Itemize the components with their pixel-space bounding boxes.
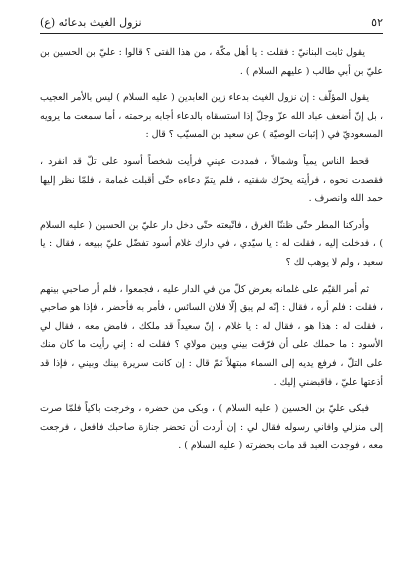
paragraph-1: يقول ثابت البنانيّ : فقلت : يا أهل مكّة ، من هذا الفتى ؟ قالوا : عليّ بن الحسين بن عليّ بن أبي طالب ( عليهم السلام ) .: [40, 47, 383, 77]
paragraph-4: وأدركنا المطر حتّى ظننّا الغرق ، فاتّبعته حتّى دخل دار عليّ بن الحسين ( عليه السلام ) ، فدخلت إليه ، فقلت له : يا سيّدي ، في دارك غلام أسود تفضّل عليّ ببيعه ، فقال : يا سعيد ، ولم لا يوهب لك ؟: [40, 219, 383, 268]
paragraph-3: قحط الناس يمياً وشمالاً ، فمددت عيني فرأيت شخصاً أسود على تلّ قد انفرد ، فقصدت نحوه ، فرأيته يحرّك شفتيه ، فلم يتمّ دعاءه حتّى أقبلت غمامة ، فلمّا نظر إليها حمد الله وانصرف .: [40, 155, 383, 205]
header-rule: [40, 33, 383, 34]
paragraph-2: يقول المؤلّف : إن نزول الغيث بدعاء زين العابدين ( عليه السلام ) ليس بالأمر العجيب ، بل إنّ أضعف عباد الله عزّ وجلّ إذا استسقاه بالدعاء أجابه برحمته ، أما سمعت ما يرويه المسعوديّ في ( إثبات الوصيّة ) عن سعيد بن المسيّب ؟ قال :: [40, 92, 383, 141]
page-header: [40, 12, 383, 32]
page-number: ٥٢: [371, 15, 383, 29]
page-body: [40, 44, 383, 464]
paragraph-5: ثم أمر القيّم على غلمانه بعرض كلّ من في الدار عليه ، فجمعوا ، فلم أر صاحبي بينهم ، فقلت : فلم أره ، فقال : إنّه لم يبق إلّا فلان السائس ، فأمر به فأحضر ، فإذا هو صاحبي ، فقلت له : هذا هو ، فقال له : يا غلام ، إنّ سعيداً قد ملكك ، فامض معه ، فقال لي الأسود : ما حملك على أن فرّقت بيني وبين مولاي ؟ فقلت له : إني رأيت ما كان منك على التلّ ، فرفع يديه إلى السماء مبتهلاً ثمّ قال : إن كانت سريرة بينك وبيني ، فإذا قد أذعتها عليّ ، فاقبضني إليك .: [40, 283, 383, 388]
paragraph-6: فبكى عليّ بن الحسين ( عليه السلام ) ، وبكى من حضره ، وخرجت باكياً فلمّا صرت إلى منزلي وافاني رسوله فقال لي : إن أردت أن تحضر جنازة صاحبك فافعل ، فرجعت معه ، فوجدت العبد قد مات بحضرته ( عليه السلام ) .: [40, 403, 383, 452]
running-title: نزول الغيث بدعائه (ع): [40, 15, 142, 29]
